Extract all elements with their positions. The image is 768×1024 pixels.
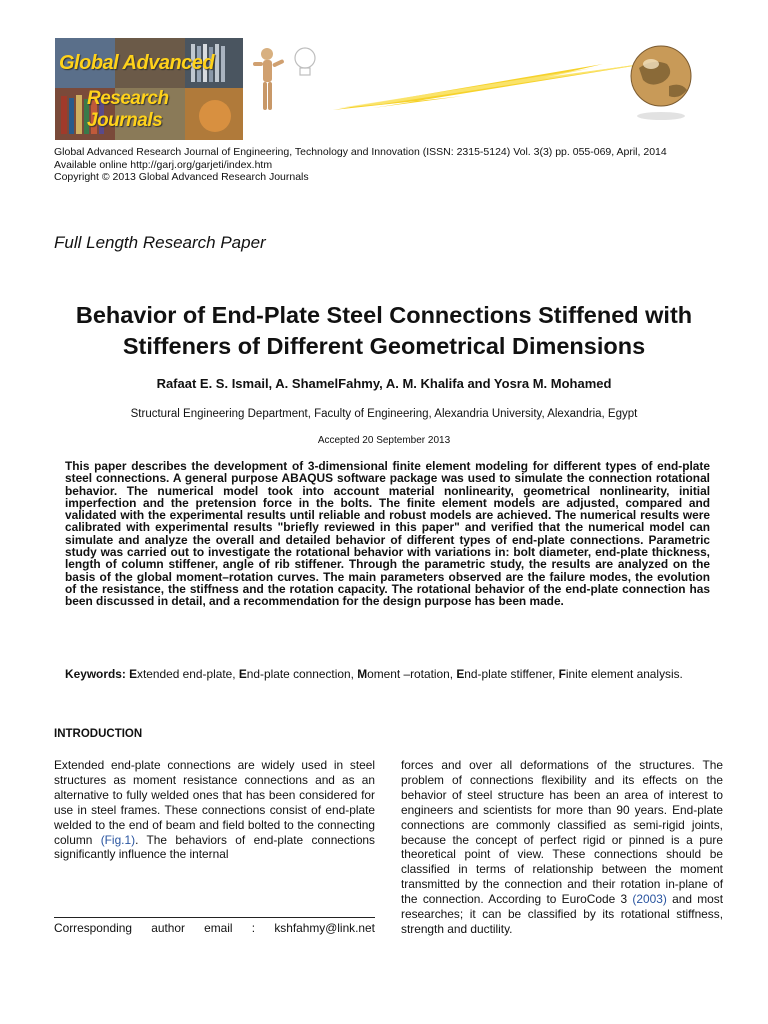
mannequin-figure — [253, 48, 285, 110]
figure-reference-link[interactable]: (Fig.1) — [100, 832, 136, 847]
author-list: Rafaat E. S. Ismail, A. ShamelFahmy, A. M. Khalifa and Yosra M. Mohamed — [156, 376, 612, 391]
citation-reference-link[interactable]: (2003) — [632, 892, 667, 907]
footnote-word: email — [204, 921, 233, 935]
keyword-initial: F — [558, 667, 566, 681]
title-line-1: Behavior of End-Plate Steel Connections Stiffened with — [75, 302, 693, 328]
introduction-column-right — [401, 758, 723, 937]
footnote-word: Corresponding — [54, 921, 132, 935]
body-text: forces and over all deformations of the structures. The problem of connections flexibility and its effects on the behavior of steel structure has been an area of interest to engineers and scientists for more than 90 years. End-plate connections are commonly classified as semi-rigid joints, because the concept of perfect rigid or pinned is a pure theoretical point of view. These connections should be classified in terms of relationship between the moment transmitted by the connection and their rotation in-plane of the connection. According to EuroCode 3 — [401, 758, 723, 907]
keyword-text: nd-plate connection, — [246, 667, 358, 681]
journal-logo — [55, 38, 243, 140]
footnote-word: : — [251, 921, 256, 935]
title-line-2: Stiffeners of Different Geometrical Dimensions — [122, 333, 646, 359]
body-text: . The behaviors of end-plate connections significantly influence the internal — [54, 832, 375, 862]
body-text: Extended end-plate connections are widely used in steel structures as moment resistance connections and as an alternative to fully welded ones that has been considered for use in steel frames. These connections consist of end-plate welded to the end of beam and field bolted to the connecting column — [54, 758, 375, 847]
body-text: and most researches; it can be classified by its rotational stiffness, strength and ductility. — [401, 892, 723, 936]
logo-text-bottom: Research Journals — [87, 88, 169, 131]
logo-text-top: Global Advanced — [59, 52, 215, 74]
journal-metadata — [54, 146, 667, 184]
paper-type: Full Length Research Paper — [54, 233, 266, 252]
keyword-text: inite element analysis. — [565, 667, 683, 681]
journal-url: Available online http://garj.org/garjeti/index.htm — [54, 158, 273, 171]
abstract: This paper describes the development of 3-dimensional finite element modeling for different types of end-plate steel connections. A general purpose ABAQUS software package was used to simulate the connection rotational behavior. The numerical model took into account material nonlinearity, geometrical nonlinearity, initial imperfection and the pretension force in the bolts. The finite element models are adjusted, compared and validated with the experimental results until reliable and robust models are achieved. The numerical results were calibrated with experimental results "briefly reviewed in this paper" and verified that the numerical model can simulate and analyze the overall and detailed behavior of different types of end-plate connections. Parametric study was carried out to investigate the rotational behavior with variations in: bolt diameter, end-plate thickness, length of column stiffener, angle of rib stiffener. Through the parametric study, the results are analyzed on the basis of the global moment–rotation curves. The main parameters observed are the failure modes, the evolution of the resistance, the stiffness and the rotation capacity. The rotational behavior of the end-plate connection has been discussed in detail, and a recommendation for the design purpose has been made. — [65, 459, 710, 609]
keyword-initial: E — [238, 667, 247, 681]
keyword-initial: E — [129, 667, 138, 681]
introduction-column-left — [54, 758, 375, 862]
journal-banner — [55, 38, 715, 140]
paper-title — [40, 300, 728, 362]
journal-citation: Global Advanced Research Journal of Engineering, Technology and Innovation (ISSN: 2315-5124) Vol. 3(3) pp. 055-069, April, 2014 — [54, 146, 667, 158]
keyword-initial: M — [357, 667, 368, 681]
globe-icon — [631, 46, 691, 120]
keyword-initial: E — [456, 667, 465, 681]
accepted-date: Accepted 20 September 2013 — [317, 435, 451, 446]
keywords — [65, 667, 710, 683]
footnote-word: author — [151, 921, 185, 935]
copyright-notice: Copyright © 2013 Global Advanced Research Journals — [54, 171, 309, 183]
banner-illustration — [243, 38, 715, 140]
corresponding-author-footnote — [54, 921, 375, 935]
keyword-text: xtended end-plate, — [137, 667, 239, 681]
affiliation: Structural Engineering Department, Faculty of Engineering, Alexandria University, Alexandria, Egypt — [130, 408, 638, 420]
author-email[interactable]: kshfahmy@link.net — [274, 921, 375, 935]
keywords-label: Keywords: — [65, 667, 126, 681]
keyword-text: nd-plate stiffener, — [464, 667, 559, 681]
section-heading-introduction: INTRODUCTION — [54, 728, 143, 740]
keyword-text: oment –rotation, — [367, 667, 457, 681]
footnote-divider — [54, 917, 375, 918]
light-bulb-icon — [295, 48, 315, 75]
